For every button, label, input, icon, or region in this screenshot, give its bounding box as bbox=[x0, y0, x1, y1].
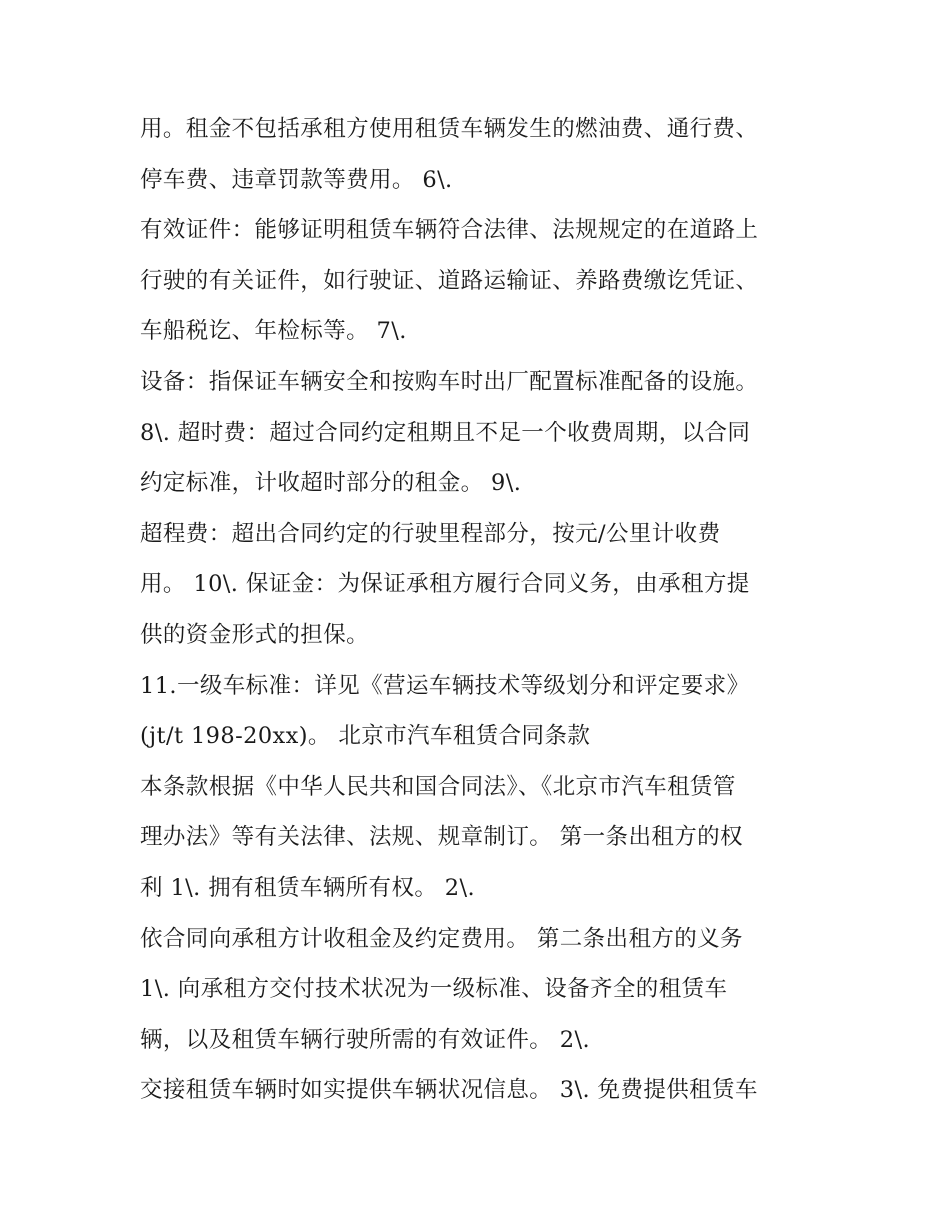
text-line: 约定标准，计收超时部分的租金。 9\. bbox=[140, 470, 522, 497]
text-line: 停车费、违章罚款等费用。 6\. bbox=[140, 166, 453, 193]
text-line: 本条款根据《中华人民共和国合同法》、《北京市汽车租赁管 bbox=[140, 773, 736, 800]
text-line: 11.一级车标准：详见《营运车辆技术等级划分和评定要求》 bbox=[140, 672, 750, 699]
text-line: 理办法》等有关法律、法规、规章制订。 第一条出租方的权 bbox=[140, 824, 743, 851]
text-line: 交接租赁车辆时如实提供车辆状况信息。 3\. 免费提供租赁车 bbox=[140, 1077, 758, 1104]
text-line: (jt/t 198-20xx)。 北京市汽车租赁合同条款 bbox=[140, 723, 591, 750]
document-body bbox=[140, 104, 830, 1116]
text-line: 设备：指保证车辆安全和按购车时出厂配置标准配备的设施。 bbox=[140, 368, 759, 395]
text-line: 1\. 向承租方交付技术状况为一级标准、设备齐全的租赁车 bbox=[140, 976, 728, 1003]
text-line: 车船税讫、年检标等。 7\. bbox=[140, 318, 407, 345]
text-line: 8\. 超时费：超过合同约定租期且不足一个收费周期，以合同 bbox=[140, 419, 751, 446]
text-line: 利 1\. 拥有租赁车辆所有权。 2\. bbox=[140, 874, 476, 901]
text-line: 用。 10\. 保证金：为保证承租方履行合同义务，由承租方提 bbox=[140, 571, 750, 598]
text-line: 超程费：超出合同约定的行驶里程部分，按元/公里计收费 bbox=[140, 520, 721, 547]
text-line: 辆，以及租赁车辆行驶所需的有效证件。 2\. bbox=[140, 1026, 591, 1053]
text-line: 行驶的有关证件，如行驶证、道路运输证、养路费缴讫凭证、 bbox=[140, 267, 759, 294]
text-line: 依合同向承租方计收租金及约定费用。 第二条出租方的义务 bbox=[140, 925, 743, 952]
text-line: 用。租金不包括承租方使用租赁车辆发生的燃油费、通行费、 bbox=[140, 116, 759, 142]
text-line: 供的资金形式的担保。 bbox=[140, 621, 370, 648]
text-line: 有效证件：能够证明租赁车辆符合法律、法规规定的在道路上 bbox=[140, 217, 759, 244]
